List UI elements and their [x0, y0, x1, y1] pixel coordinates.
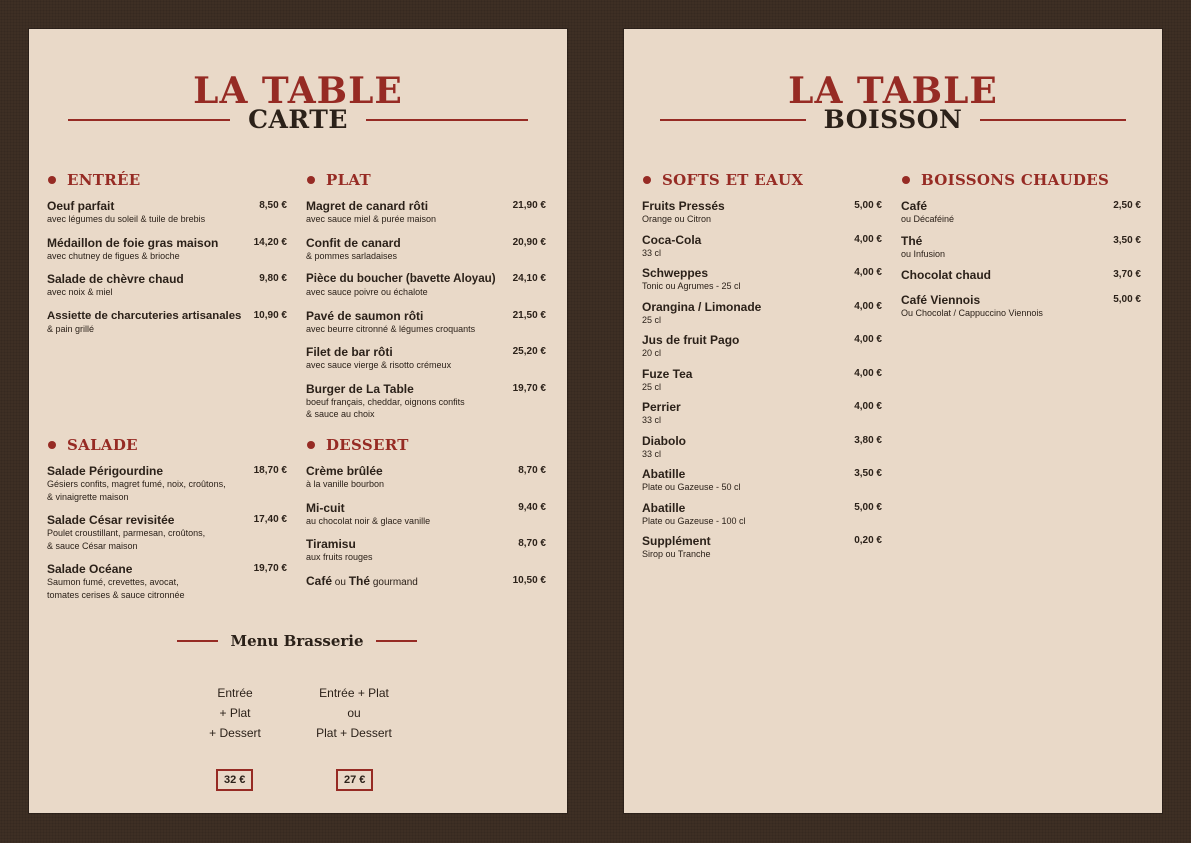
- menu-item: [47, 513, 287, 552]
- item-price: 19,70 €: [253, 563, 287, 574]
- item-description: Plate ou Gazeuse - 100 cl: [642, 515, 746, 526]
- item-description: Gésiers confits, magret fumé, noix, croûtons,: [47, 479, 226, 489]
- item-description: Saumon fumé, crevettes, avocat,: [47, 577, 179, 587]
- item-price: 19,70 €: [512, 382, 546, 394]
- formula-line: Entrée + Plat: [319, 686, 389, 700]
- item-name: Salade Périgourdine: [47, 464, 164, 478]
- item-price: 10,90 €: [253, 309, 287, 321]
- item-description: avec légumes du soleil & tuile de brebis: [47, 214, 206, 224]
- section-plat: [306, 169, 546, 431]
- menu-item: [642, 333, 882, 360]
- section-header: [47, 434, 287, 456]
- menu-item: [642, 233, 882, 260]
- item-name: Schweppes: [642, 266, 709, 280]
- item-description: ou Infusion: [901, 248, 946, 259]
- item-price: 4,00 €: [854, 267, 882, 278]
- divider-line: [68, 119, 230, 121]
- item-description: avec chutney de figues & brioche: [47, 250, 180, 261]
- item-name: Tiramisu: [306, 537, 356, 551]
- bullet-icon: [48, 441, 56, 449]
- item-name: Diabolo: [642, 433, 686, 448]
- item-description: & pommes sarladaises: [306, 250, 398, 261]
- item-price: 24,10 €: [512, 273, 546, 284]
- item-name: Café Viennois: [901, 293, 981, 307]
- item-price: 3,80 €: [854, 434, 882, 446]
- item-price: 5,00 €: [1113, 294, 1141, 305]
- menu-item: [306, 501, 546, 528]
- section-header: [306, 434, 546, 456]
- item-name: Orangina / Limonade: [642, 299, 762, 314]
- item-price: 21,50 €: [512, 309, 546, 321]
- divider-line: [980, 119, 1126, 121]
- item-price: 4,00 €: [854, 300, 882, 312]
- divider-line: [177, 640, 218, 642]
- divider-line: [376, 640, 417, 642]
- item-name-part: gourmand: [370, 576, 418, 588]
- item-price: 4,00 €: [854, 401, 882, 412]
- item-name: Jus de fruit Pago: [642, 333, 740, 347]
- item-description: & pain grillé: [47, 323, 95, 334]
- page-subtitle: BOISSON: [823, 105, 963, 134]
- item-description: à la vanille bourbon: [306, 479, 385, 489]
- item-name: Salade de chèvre chaud: [47, 272, 184, 286]
- bullet-icon: [643, 176, 651, 184]
- divider-line: [366, 119, 528, 121]
- section-title: SALADE: [67, 436, 138, 454]
- divider-line: [660, 119, 806, 121]
- bullet-icon: [902, 176, 910, 184]
- item-name-part: Café: [306, 573, 333, 588]
- restaurant-name: LA TABLE: [193, 70, 403, 112]
- item-description: 20 cl: [642, 348, 662, 358]
- menu-item: [901, 268, 1141, 282]
- item-name: Abatille: [642, 500, 686, 515]
- section-salade: [47, 434, 287, 611]
- item-price: 14,20 €: [253, 236, 287, 248]
- section-header: [47, 169, 287, 191]
- menu-item: [47, 199, 287, 226]
- item-description: avec sauce vierge & risotto crémeux: [306, 360, 452, 370]
- item-price: 3,50 €: [1113, 234, 1141, 246]
- item-price: 4,00 €: [854, 334, 882, 345]
- item-price: 5,00 €: [854, 501, 882, 513]
- item-description: avec beurre citronné & légumes croquants: [306, 323, 476, 334]
- item-price: 9,80 €: [259, 273, 287, 284]
- item-price: 21,90 €: [512, 200, 546, 211]
- section-header: [901, 169, 1141, 191]
- item-price: 9,40 €: [518, 501, 546, 513]
- item-description: Ou Chocolat / Cappuccino Viennois: [901, 308, 1043, 318]
- section-title: PLAT: [326, 171, 372, 189]
- item-description: 33 cl: [642, 448, 662, 459]
- menu-item: [47, 562, 287, 601]
- menu-item: [642, 501, 882, 528]
- carte-subtitle-row: [29, 105, 567, 135]
- menu-item: [47, 464, 287, 503]
- item-price: 25,20 €: [512, 346, 546, 357]
- item-price: 8,70 €: [518, 465, 546, 476]
- item-price: 5,00 €: [854, 200, 882, 211]
- item-name: Fruits Pressés: [642, 199, 725, 213]
- section-softs-et-eaux: [642, 169, 882, 568]
- item-price: 0,20 €: [854, 535, 882, 546]
- item-name: Fuze Tea: [642, 366, 693, 381]
- section-header: [306, 169, 546, 191]
- bullet-icon: [307, 441, 315, 449]
- item-price: 2,50 €: [1113, 200, 1141, 211]
- item-name: Salade César revisitée: [47, 513, 175, 527]
- menu-item: [901, 293, 1141, 320]
- item-description: boeuf français, cheddar, oignons confits: [306, 396, 465, 407]
- menu-item: [47, 236, 287, 263]
- menu-item: [642, 367, 882, 394]
- section-header: [642, 169, 882, 191]
- item-description: Plate ou Gazeuse - 50 cl: [642, 482, 741, 492]
- item-description: 25 cl: [642, 314, 662, 325]
- item-description: Poulet croustillant, parmesan, croûtons,: [47, 528, 206, 538]
- item-description: avec noix & miel: [47, 287, 113, 297]
- item-name: Assiette de charcuteries artisanales: [47, 309, 242, 322]
- item-name: [306, 574, 546, 590]
- menu-item: [306, 236, 546, 263]
- formula-1: [175, 683, 295, 743]
- item-price: 8,50 €: [259, 200, 287, 211]
- menu-item: [306, 199, 546, 226]
- item-description: 25 cl: [642, 381, 662, 392]
- formula-line: ou: [347, 706, 361, 720]
- item-description: & sauce César maison: [47, 540, 138, 551]
- menu-item: [642, 400, 882, 427]
- item-description: 33 cl: [642, 247, 662, 258]
- menu-brasserie-header: [177, 629, 417, 653]
- item-name-part: ou: [332, 576, 349, 588]
- item-name: Thé: [901, 233, 923, 248]
- menu-brasserie-title: Menu Brasserie: [230, 632, 364, 650]
- formula-2: [294, 683, 414, 743]
- item-name: Mi-cuit: [306, 500, 345, 515]
- item-name: Magret de canard rôti: [306, 199, 429, 213]
- menu-item: [642, 434, 882, 461]
- section-dessert: [306, 434, 546, 600]
- formula-line: Entrée: [217, 686, 253, 700]
- item-name-part: Thé: [348, 573, 371, 588]
- section-title: DESSERT: [326, 436, 409, 454]
- item-name: Chocolat chaud: [901, 268, 992, 282]
- boisson-subtitle-row: [624, 105, 1162, 135]
- item-description: ou Décaféiné: [901, 214, 955, 224]
- item-price: 18,70 €: [253, 465, 287, 476]
- item-name: Filet de bar rôti: [306, 345, 393, 359]
- item-description: 33 cl: [642, 415, 662, 425]
- item-description: Tonic ou Agrumes - 25 cl: [642, 281, 741, 291]
- menu-item: [47, 272, 287, 299]
- section-title: BOISSONS CHAUDES: [921, 171, 1110, 189]
- item-price: 4,00 €: [854, 233, 882, 245]
- item-description: aux fruits rouges: [306, 552, 373, 562]
- item-name: Burger de La Table: [306, 381, 414, 396]
- menu-item: [306, 382, 546, 421]
- item-price: 3,50 €: [854, 468, 882, 479]
- item-description: avec sauce poivre ou échalote: [306, 287, 428, 297]
- item-price: 3,70 €: [1113, 269, 1141, 280]
- bullet-icon: [307, 176, 315, 184]
- item-name: Confit de canard: [306, 235, 401, 250]
- item-name: Perrier: [642, 400, 681, 414]
- item-description: Sirop ou Tranche: [642, 549, 711, 559]
- item-description: au chocolat noir & glace vanille: [306, 515, 431, 526]
- item-name: Coca-Cola: [642, 232, 702, 247]
- item-description: avec sauce miel & purée maison: [306, 214, 437, 224]
- item-price: 10,50 €: [512, 574, 546, 586]
- item-description: tomates cerises & sauce citronnée: [47, 589, 185, 600]
- menu-item: [642, 266, 882, 293]
- section-boissons-chaudes: [901, 169, 1141, 330]
- restaurant-name: LA TABLE: [788, 70, 998, 112]
- menu-item: [642, 534, 882, 561]
- menu-item: [306, 537, 546, 564]
- item-name: Pavé de saumon rôti: [306, 308, 424, 323]
- section-title: ENTRÉE: [67, 171, 141, 189]
- item-name: Salade Océane: [47, 562, 133, 576]
- menu-item: [306, 272, 546, 299]
- formula-2-price: 27 €: [336, 769, 373, 791]
- item-price: 8,70 €: [518, 538, 546, 549]
- menu-item: [642, 199, 882, 226]
- menu-item: [47, 309, 287, 336]
- menu-item: [306, 309, 546, 336]
- bullet-icon: [48, 176, 56, 184]
- item-price: 17,40 €: [253, 514, 287, 525]
- item-name: Médaillon de foie gras maison: [47, 235, 219, 250]
- menu-item: [901, 234, 1141, 261]
- item-description: & sauce au choix: [306, 409, 375, 419]
- item-name: Supplément: [642, 534, 711, 548]
- menu-item: [306, 574, 546, 590]
- item-name: Abatille: [642, 467, 686, 481]
- section-title: SOFTS ET EAUX: [662, 171, 804, 189]
- formula-line: + Dessert: [209, 726, 261, 740]
- page-subtitle: CARTE: [248, 105, 348, 134]
- menu-item: [642, 467, 882, 494]
- section-entree: [47, 169, 287, 345]
- menu-page-carte: [29, 29, 567, 813]
- item-price: 20,90 €: [512, 236, 546, 248]
- formula-1-price: 32 €: [216, 769, 253, 791]
- item-name: Oeuf parfait: [47, 199, 115, 213]
- menu-item: [901, 199, 1141, 226]
- item-name: Crème brûlée: [306, 464, 383, 478]
- item-description: Orange ou Citron: [642, 214, 712, 224]
- menu-page-boisson: [624, 29, 1162, 813]
- item-name: Café: [901, 199, 928, 213]
- item-price: 4,00 €: [854, 367, 882, 379]
- formula-line: Plat + Dessert: [316, 726, 392, 740]
- menu-item: [642, 300, 882, 327]
- menu-item: [306, 345, 546, 372]
- menu-item: [306, 464, 546, 491]
- item-description: & vinaigrette maison: [47, 491, 129, 502]
- item-name: Pièce du boucher (bavette Aloyau): [306, 272, 496, 285]
- formula-line: + Plat: [219, 706, 251, 720]
